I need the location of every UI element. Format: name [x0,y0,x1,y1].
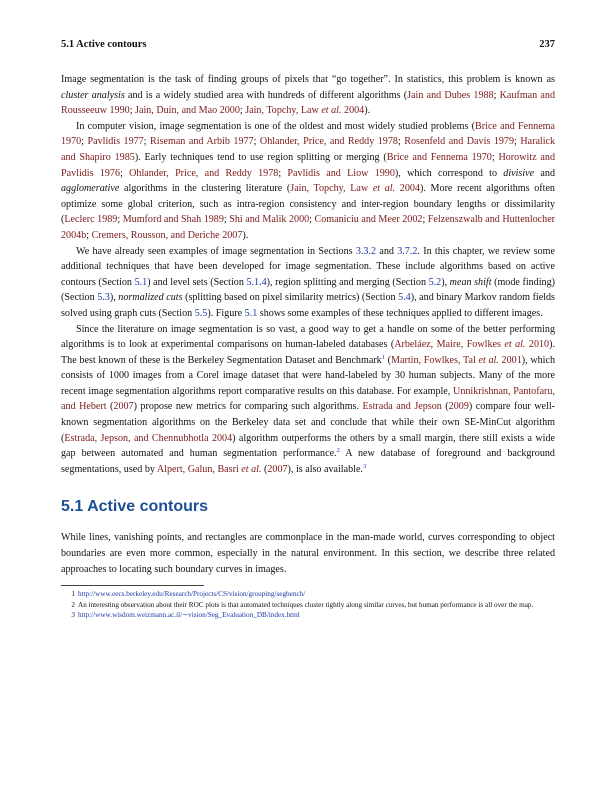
citation-link[interactable]: Pavlidis 1977 [87,136,144,148]
section-link[interactable]: 5.1.4 [246,276,267,288]
citation-link[interactable]: Mumford and Shah 1989 [122,214,224,226]
citation-link[interactable]: Brice and Fennema 1970 [61,120,555,148]
citation-link[interactable]: Arbeláez, Maire, Fowlkes et al. 2010 [394,339,550,351]
footnote-marker[interactable]: 3 [362,462,367,470]
citation-link[interactable]: Rosenfeld and Davis 1979 [404,136,514,148]
section-link[interactable]: 3.3.2 [355,245,377,257]
running-header [61,38,555,52]
figure-link[interactable]: 5.1 [244,307,258,319]
paragraph-2: In computer vision, image segmentation is one of the oldest and most widely studied problems (Brice and Fennema 1970; Pavlidis 1977; Riseman and Arbib 1977; Ohlander, Price, and Reddy 1978; Rosenfeld and Davis 1979; Haralick and Shapiro 1985). Early techniques tend to use region splitting or merging (Brice and Fennema 1970; Horowitz and Pavlidis 1976; Ohlander, Price, and Reddy 1978; Pavlidis and Liow 1990), which correspond to divisive and agglomerative algorithms in the clustering literature (Jain, Topchy, Law et al. 2004). More recent algorithms often optimize some global criterion, such as intra-region consistency and inter-region boundary lengths or dissimilarity (Leclerc 1989; Mumford and Shah 1989; Shi and Malik 2000; Comaniciu and Meer 2002; Felzenszwalb and Huttenlocher 2004b; Cremers, Rousson, and Deriche 2007). [61,120,556,241]
paragraph-4: Since the literature on image segmentation is so vast, a good way to get a handle on some of the better performing algorithms is to look at experimental comparisons on human-labeled databases (Arbeláez, Maire, Fowlkes et al. 2010). The best known of these is the Berkeley Segmentation Dataset and Benchmark$^1$ (Martin, Fowlkes, Tal et al. 2001), which consists of 1000 images from a Corel image dataset that were hand-labeled by 30 human subjects. Many of the more recent image segmentation algorithms report comparative results on this database. For example, Unnikrishnan, Pantofaru, and Hebert (2007) propose new metrics for comparing such algorithms. Estrada and Jepson (2009) compare four well-known segmentation algorithms on the Berkeley data set and conclude that while their own SE-MinCut algorithm (Estrada, Jepson, and Chennubhotla 2004) algorithm outperforms the others by a small margin, there still exists a wide gap between automated and human segmentation performance.$^2$ A new database of foreground and background segmentations, used by Alpert, Galun, Basri et al. (2007), is also available.$^3$ [61,323,556,475]
citation-link[interactable]: Brice and Fennema 1970 [386,151,492,163]
citation-link[interactable]: Felzenszwalb and Huttenlocher 2004b [61,214,556,241]
citation-link[interactable]: Martin, Fowlkes, Tal et al. 2001 [391,354,522,366]
section-link[interactable]: 5.3 [97,292,110,304]
footnote-1 [61,589,555,600]
paragraph-3: We have already seen examples of image segmentation in Sections 3.3.2 and 3.7.2. In this chapter, we review some additional techniques that have been developed for image segmentation. These include algorithms based on active contours (Section 5.1) and level sets (Section 5.1.4), region splitting and merging (Section 5.2), mean shift (mode finding) (Section 5.3), normalized cuts (splitting based on pixel similarity metrics) (Section 5.4), and binary Markov random fields solved using graph cuts (Section 5.5). Figure 5.1 shows some examples of these techniques applied to different images. [61,245,556,319]
citation-link[interactable]: Unnikrishnan, Pantofaru, and Hebert [61,385,555,413]
citation-link[interactable]: Kaufman and Rousseeuw 1990 [61,89,555,117]
citation-link[interactable]: Comaniciu and Meer 2002 [314,214,423,226]
footnote-url-link[interactable]: http://www.eecs.berkeley.edu/Research/Projects/CS/vision/grouping/segbench/ [78,590,306,599]
section-link[interactable]: 5.2 [428,276,442,288]
footnote-url-link[interactable]: http://www.wisdom.weizmann.ac.il/∼vision/Seg_Evaluation_DB/index.html [78,611,300,620]
section-link[interactable]: 5.5 [194,307,208,319]
header-page-number: 237 [539,39,555,50]
footnote-number: 1 [71,590,75,599]
footnote-divider [61,585,204,586]
paragraph-1: Image segmentation is the task of finding groups of pixels that “go together”. In statistics, this problem is known as cluster analysis and is a widely studied area with hundreds of different algorithms (Jain and Dubes 1988; Kaufman and Rousseeuw 1990; Jain, Duin, and Mao 2000; Jain, Topchy, Law et al. 2004). [61,74,555,117]
citation-link[interactable]: 2009 [448,401,469,413]
citation-link[interactable]: Ohlander, Price, and Reddy 1978 [259,136,398,148]
citation-link[interactable]: Alpert, Galun, Basri et al. [156,463,262,475]
body-text [61,72,555,621]
citation-link[interactable]: 2007 [113,401,134,413]
footnote-text: An interesting observation about their ROC plots is that automated techniques cluster tightly along similar curves, but human performance is all over the map. [78,600,534,609]
citation-link[interactable]: Estrada, Jepson, and Chennubhotla 2004 [64,432,233,444]
citation-link[interactable]: Ohlander, Price, and Reddy 1978 [129,167,279,179]
citation-link[interactable]: Cremers, Rousson, and Deriche 2007 [91,229,243,241]
paragraph-5: While lines, vanishing points, and rectangles are commonplace in the man-made world, curves corresponding to object boundaries are even more common, especially in the natural environment. In this section, we describe three related approaches to locating such boundary curves in images. [61,532,555,575]
citation-link[interactable]: Horowitz and Pavlidis 1976 [61,151,555,179]
footnote-3 [61,610,555,621]
section-link[interactable]: 5.1 [134,276,148,288]
citation-link[interactable]: Leclerc 1989 [64,214,118,226]
section-link[interactable]: 5.4 [398,292,411,304]
citation-link[interactable]: Jain, Topchy, Law et al. 2004 [245,105,365,117]
citation-link[interactable]: Estrada and Jepson [362,401,442,413]
footnote-number: 3 [71,611,75,620]
footnote-number: 2 [71,600,75,609]
citation-link[interactable]: 2007 [267,463,288,475]
page [61,38,555,621]
citation-link[interactable]: Shi and Malik 2000 [229,214,310,226]
citation-link[interactable]: Haralick and Shapiro 1985 [61,136,556,163]
citation-link[interactable]: Jain, Topchy, Law et al. 2004 [290,183,420,195]
footnote-2 [61,600,555,611]
citation-link[interactable]: Jain and Dubes 1988 [407,89,494,101]
citation-link[interactable]: Jain, Duin, and Mao 2000 [135,105,240,117]
section-heading: 5.1 Active contours [61,498,209,516]
footnote-marker[interactable]: 2 [336,447,340,455]
section-link[interactable]: 3.7.2 [397,245,418,257]
citation-link[interactable]: Riseman and Arbib 1977 [150,136,254,148]
citation-link[interactable]: Pavlidis and Liow 1990 [287,167,395,179]
footnote-marker[interactable]: 1 [381,353,385,361]
header-section-title: 5.1 Active contours [61,39,147,50]
